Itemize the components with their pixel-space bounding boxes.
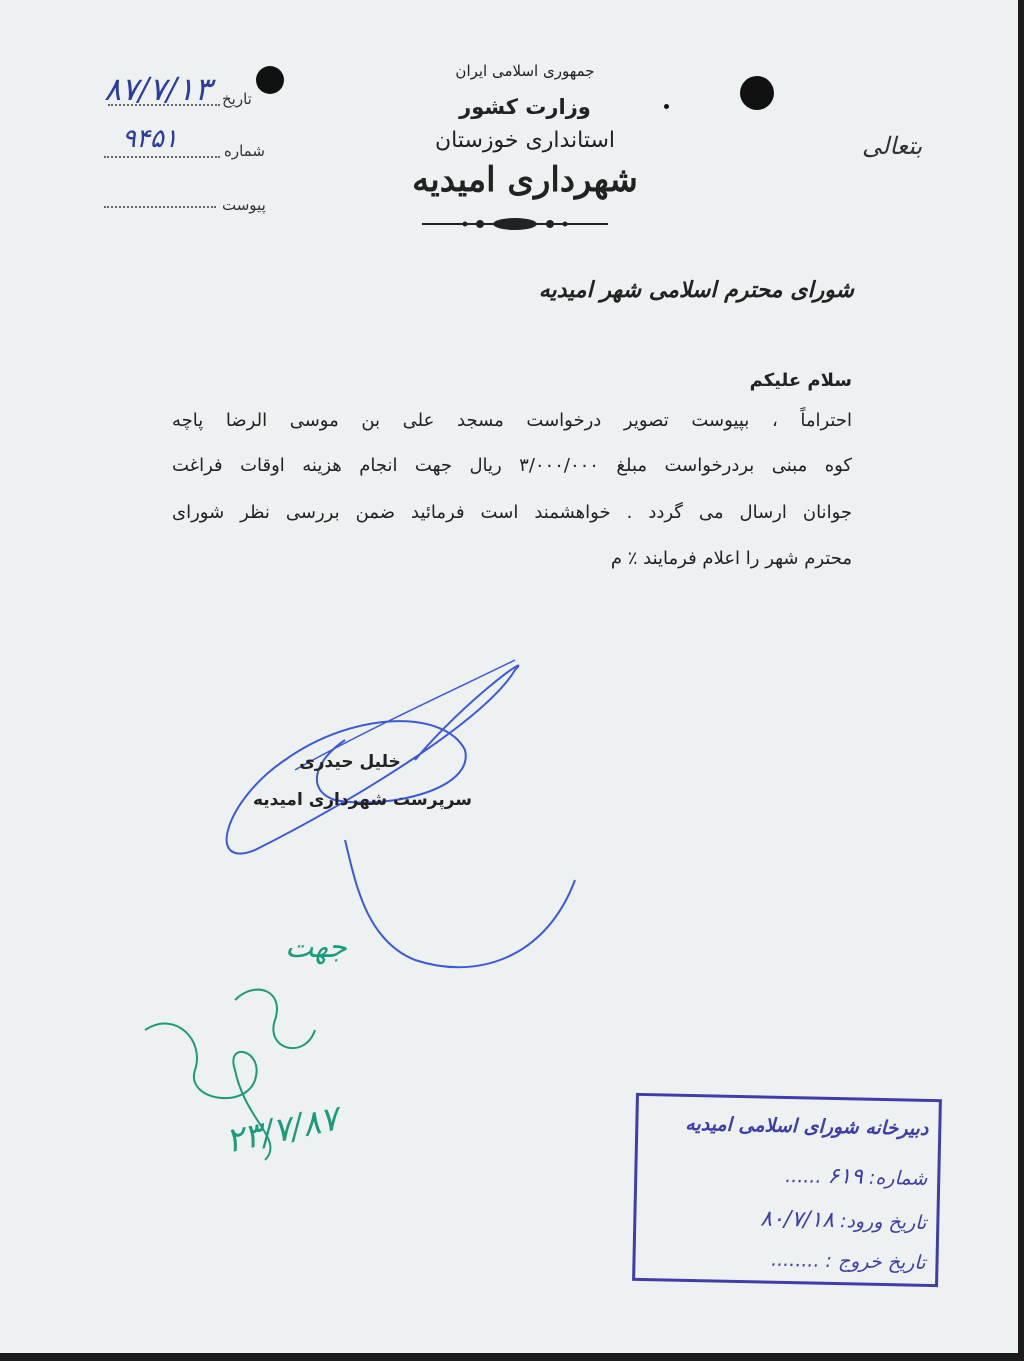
date-label: تاریخ xyxy=(222,90,252,108)
date-dots xyxy=(108,104,220,106)
body-line-3: جوانان ارسال می گردد . خواهشمند است فرمائید ضمن بررسی نظر شورای xyxy=(172,502,852,523)
number-label: شماره xyxy=(224,142,265,160)
council-secretariat-stamp xyxy=(632,1093,942,1287)
attachment-label: پیوست xyxy=(222,196,266,214)
stamp-number-row xyxy=(785,1163,928,1191)
stamp-exit-row xyxy=(771,1249,926,1274)
stamp-entry-value: ۸۰/۷/۱۸ xyxy=(759,1206,835,1233)
stamp-number-label: شماره: xyxy=(868,1166,928,1190)
stamp-exit-dots: ........ xyxy=(770,1248,820,1272)
stamp-entry-row xyxy=(760,1206,927,1234)
punch-hole-right xyxy=(740,76,774,110)
green-handwritten-scribble xyxy=(135,970,375,1200)
stamp-number-value: ۶۱۹ xyxy=(827,1163,864,1190)
number-dots xyxy=(104,156,220,158)
signature-scribble xyxy=(215,640,595,980)
attachment-dots xyxy=(104,206,216,208)
number-value: ۹۴۵۱ xyxy=(122,124,178,154)
ornament-divider xyxy=(420,213,610,235)
governorate-heading: استانداری خوزستان xyxy=(434,128,616,153)
republic-heading: جمهوری اسلامی ایران xyxy=(455,62,595,80)
body-line-2: کوه مبنی بردرخواست مبلغ ۳/۰۰۰/۰۰۰ ریال جهت انجام هزینه اوقات فراغت xyxy=(172,455,852,476)
signatory-title: سرپرست شهرداری امیدیه xyxy=(252,790,473,810)
greeting: سلام علیکم xyxy=(749,370,852,391)
signatory-name: خلیل حیدری xyxy=(299,752,401,772)
stamp-number-dots: ...... xyxy=(785,1164,822,1188)
handwritten-note-line1: جهت xyxy=(285,930,347,965)
ministry-heading: وزارت کشور xyxy=(459,95,591,119)
date-value: ۸۷/۷/۱۳ xyxy=(104,70,212,108)
stamp-title: دبیرخانه شورای اسلامی امیدیه xyxy=(685,1112,929,1140)
punch-hole-left xyxy=(256,66,284,94)
basmala: بتعالی xyxy=(862,132,923,160)
body-line-1: احتراماً ، بپیوست تصویر درخواست مسجد علی بن موسی الرضا پاچه xyxy=(172,410,852,431)
ink-dot xyxy=(664,104,669,109)
addressee: شورای محترم اسلامی شهر امیدیه xyxy=(538,278,854,303)
stamp-entry-label: تاریخ ورود: xyxy=(839,1210,927,1234)
stamp-exit-label: تاریخ خروج : xyxy=(825,1249,926,1274)
scan-edge-bottom xyxy=(0,1353,1024,1361)
body-line-4: محترم شهر را اعلام فرمایند ٪ م xyxy=(610,548,852,569)
scan-edge-right xyxy=(1018,0,1024,1361)
municipality-heading: شهرداری امیدیه xyxy=(412,160,638,200)
handwritten-note-date: ۲۳/۷/۸۷ xyxy=(222,1098,343,1162)
